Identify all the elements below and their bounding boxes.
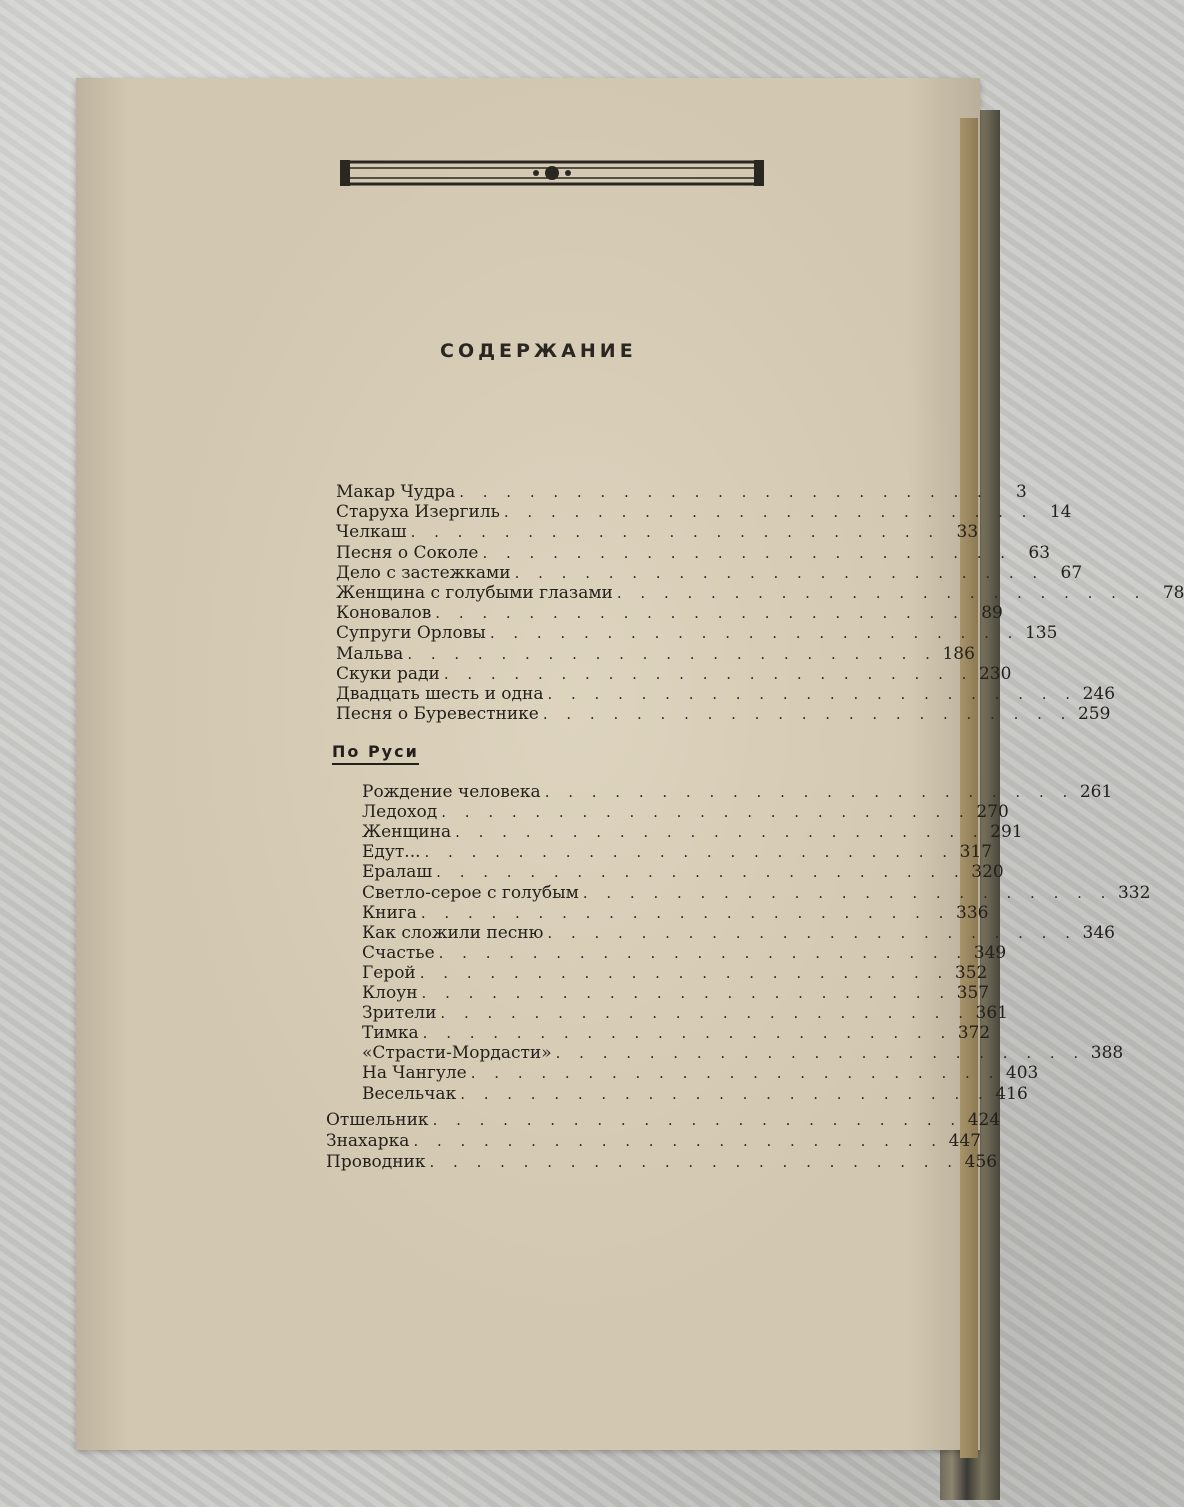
toc-entry-title: Проводник — [326, 1151, 426, 1172]
toc-entry-page: 33 — [956, 522, 979, 543]
toc-entry-page: 403 — [1005, 1063, 1039, 1084]
toc-entry — [362, 862, 1004, 884]
toc-entry-title: Двадцать шесть и одна — [336, 684, 544, 704]
section-heading: По Руси — [332, 742, 419, 765]
toc-entry-page: 259 — [1077, 704, 1111, 725]
dot-leader: . . . . . . . . . . . . . . . . . . . . . . . — [419, 963, 950, 982]
toc-entry-page: 67 — [1060, 562, 1083, 583]
toc-entry-title: Весельчак — [362, 1083, 457, 1104]
toc-entry-page: 63 — [1028, 542, 1051, 563]
toc-entry-page: 357 — [956, 983, 990, 1003]
toc-entry-title: Мальва — [336, 643, 404, 664]
toc-entry-page: 320 — [971, 862, 1004, 883]
dot-leader: . . . . . . . . . . . . . . . . . . . . . . . — [459, 483, 989, 501]
toc-entry — [362, 942, 1007, 965]
toc-entry-page: 14 — [1049, 502, 1072, 523]
toc-entry-title: Скуки ради — [336, 663, 440, 684]
toc-entry-page: 346 — [1082, 922, 1115, 943]
toc-entry-title: Книга — [362, 902, 417, 923]
toc-entry-page: 230 — [978, 663, 1012, 684]
toc-entry — [336, 583, 1184, 605]
toc-entry-title: Женщина с голубыми глазами — [336, 583, 613, 603]
toc-entry-page: 388 — [1090, 1043, 1124, 1064]
toc-entry — [326, 1130, 982, 1153]
toc-entry — [362, 1043, 1124, 1065]
toc-entry — [362, 962, 988, 985]
toc-entry-page: 317 — [959, 842, 993, 863]
toc-entry — [336, 623, 1058, 645]
toc-entry-title: Дело с застежками — [336, 562, 511, 583]
toc-entry-page: 332 — [1117, 882, 1151, 903]
toc-entry — [362, 782, 1113, 804]
toc-entry — [336, 482, 1027, 504]
dot-leader: . . . . . . . . . . . . . . . . . . . . . . . — [413, 1131, 944, 1150]
dot-leader: . . . . . . . . . . . . . . . . . . . . . . . — [547, 685, 1078, 703]
dot-leader: . . . . . . . . . . . . . . . . . . . . . . . — [407, 644, 937, 663]
toc-entry-title: Ералаш — [362, 862, 433, 883]
toc-entry — [362, 802, 1009, 824]
toc-entry-page: 456 — [964, 1151, 998, 1172]
dot-leader: . . . . . . . . . . . . . . . . . . . . . . . — [503, 503, 1034, 522]
toc-entry-page: 416 — [995, 1083, 1028, 1104]
toc-entry-title: Светло-серое с голубым — [362, 882, 579, 903]
dot-leader: . . . . . . . . . . . . . . . . . . . . . . . — [542, 705, 1073, 724]
toc-entry-title: Песня о Соколе — [336, 542, 479, 563]
toc-entry-title: Едут... — [362, 842, 421, 863]
toc-entry — [336, 663, 1012, 686]
dot-leader: . . . . . . . . . . . . . . . . . . . . . . . — [547, 923, 1077, 942]
dot-leader: . . . . . . . . . . . . . . . . . . . . . . . — [438, 943, 969, 962]
toc-entry-title: Герой — [362, 962, 416, 983]
toc-entry-title: Женщина — [362, 822, 452, 843]
toc-entry-title: Рождение человека — [362, 782, 541, 802]
toc-entry-page: 372 — [957, 1023, 991, 1044]
toc-entry — [336, 603, 1003, 625]
toc-entry-title: Старуха Изергиль — [336, 502, 500, 523]
dot-leader: . . . . . . . . . . . . . . . . . . . . . . . — [582, 883, 1113, 902]
toc-entry-page: 447 — [948, 1130, 982, 1151]
toc-entry-page: 291 — [990, 822, 1023, 843]
toc-entry — [336, 542, 1051, 565]
dot-leader: . . . . . . . . . . . . . . . . . . . . . . . — [460, 1084, 990, 1103]
toc-entry-title: Знахарка — [326, 1130, 410, 1151]
dot-leader: . . . . . . . . . . . . . . . . . . . . . . . — [470, 1064, 1001, 1083]
toc-entry-title: Челкаш — [336, 522, 407, 543]
toc-entry-title: На Чангуле — [362, 1063, 467, 1084]
toc-entry-page: 361 — [975, 1003, 1008, 1024]
toc-entry — [362, 822, 1023, 844]
dot-leader: . . . . . . . . . . . . . . . . . . . . . . . — [555, 1044, 1086, 1063]
toc-entry-page: 352 — [954, 962, 988, 983]
toc-entry-title: Как сложили песню — [362, 922, 544, 943]
toc-entry — [362, 1063, 1039, 1085]
dot-leader: . . . . . . . . . . . . . . . . . . . . . . . — [441, 803, 971, 822]
dot-leader: . . . . . . . . . . . . . . . . . . . . . . . — [482, 543, 1013, 562]
toc-entry — [336, 643, 975, 666]
toc-entry — [336, 502, 1072, 524]
toc-entry-page: 78 — [1162, 583, 1184, 603]
toc-entry — [362, 902, 989, 925]
toc-entry — [362, 922, 1115, 945]
contents-heading: СОДЕРЖАНИЕ — [440, 340, 637, 362]
toc-entry-title: Песня о Буревестнике — [336, 704, 539, 725]
toc-entry — [336, 704, 1111, 726]
toc-entry — [362, 882, 1151, 905]
dot-leader: . . . . . . . . . . . . . . . . . . . . . . . — [443, 664, 974, 683]
toc-entry-page: 3 — [1015, 482, 1027, 502]
book-page — [76, 78, 980, 1450]
toc-entry-page: 246 — [1082, 684, 1116, 704]
toc-entry-title: Счастье — [362, 942, 435, 963]
toc-entry — [362, 842, 993, 864]
dot-leader: . . . . . . . . . . . . . . . . . . . . . . . — [429, 1152, 960, 1171]
toc-entry-page: 270 — [976, 802, 1009, 823]
toc-entry-title: Тимка — [362, 1023, 419, 1044]
dot-leader: . . . . . . . . . . . . . . . . . . . . . . . — [514, 563, 1045, 582]
toc-entry — [336, 562, 1083, 585]
dot-leader: . . . . . . . . . . . . . . . . . . . . . . . — [436, 863, 966, 882]
toc-entry — [336, 684, 1116, 706]
toc-entry-page: 424 — [967, 1110, 1001, 1130]
dot-leader: . . . . . . . . . . . . . . . . . . . . . . . — [410, 523, 941, 542]
toc-entry — [362, 1083, 1028, 1106]
dot-leader: . . . . . . . . . . . . . . . . . . . . . . . — [489, 624, 1020, 643]
dot-leader: . . . . . . . . . . . . . . . . . . . . . . . — [422, 1024, 953, 1043]
toc-entry — [326, 1151, 998, 1174]
toc-entry-title: Клоун — [362, 983, 418, 1003]
toc-entry-page: 186 — [942, 643, 975, 664]
toc-entry-title: Ледоход — [362, 802, 438, 823]
toc-entry-page: 336 — [956, 902, 989, 923]
toc-entry-title: Коновалов — [336, 603, 432, 624]
dot-leader: . . . . . . . . . . . . . . . . . . . . . . . — [435, 604, 965, 623]
dot-leader: . . . . . . . . . . . . . . . . . . . . . . . — [421, 984, 952, 1002]
toc-entry — [362, 1023, 991, 1045]
toc-entry — [362, 983, 990, 1005]
toc-entry-title: Отшельник — [326, 1110, 429, 1130]
toc-entry-title: «Страсти-Мордасти» — [362, 1043, 552, 1064]
dot-leader: . . . . . . . . . . . . . . . . . . . . . . . — [544, 783, 1075, 801]
toc-entry — [336, 522, 979, 544]
toc-entry-title: Макар Чудра — [336, 482, 456, 502]
dot-leader: . . . . . . . . . . . . . . . . . . . . . . . — [420, 903, 951, 922]
toc-entry-title: Супруги Орловы — [336, 623, 486, 644]
ornament-divider — [340, 154, 764, 190]
dot-leader: . . . . . . . . . . . . . . . . . . . . . . . — [616, 584, 1147, 602]
toc-entry — [326, 1110, 1001, 1132]
toc-entry-page: 261 — [1079, 782, 1113, 802]
dot-leader: . . . . . . . . . . . . . . . . . . . . . . . — [440, 1004, 970, 1023]
toc-entry-page: 135 — [1024, 623, 1058, 644]
toc-entry-page: 349 — [973, 942, 1007, 963]
toc-entry-page: 89 — [981, 603, 1003, 624]
toc-entry — [362, 1003, 1008, 1025]
toc-entry-title: Зрители — [362, 1003, 437, 1024]
dot-leader: . . . . . . . . . . . . . . . . . . . . . . . — [424, 843, 955, 862]
dot-leader: . . . . . . . . . . . . . . . . . . . . . . . — [455, 823, 985, 842]
dot-leader: . . . . . . . . . . . . . . . . . . . . . . . — [432, 1111, 963, 1129]
